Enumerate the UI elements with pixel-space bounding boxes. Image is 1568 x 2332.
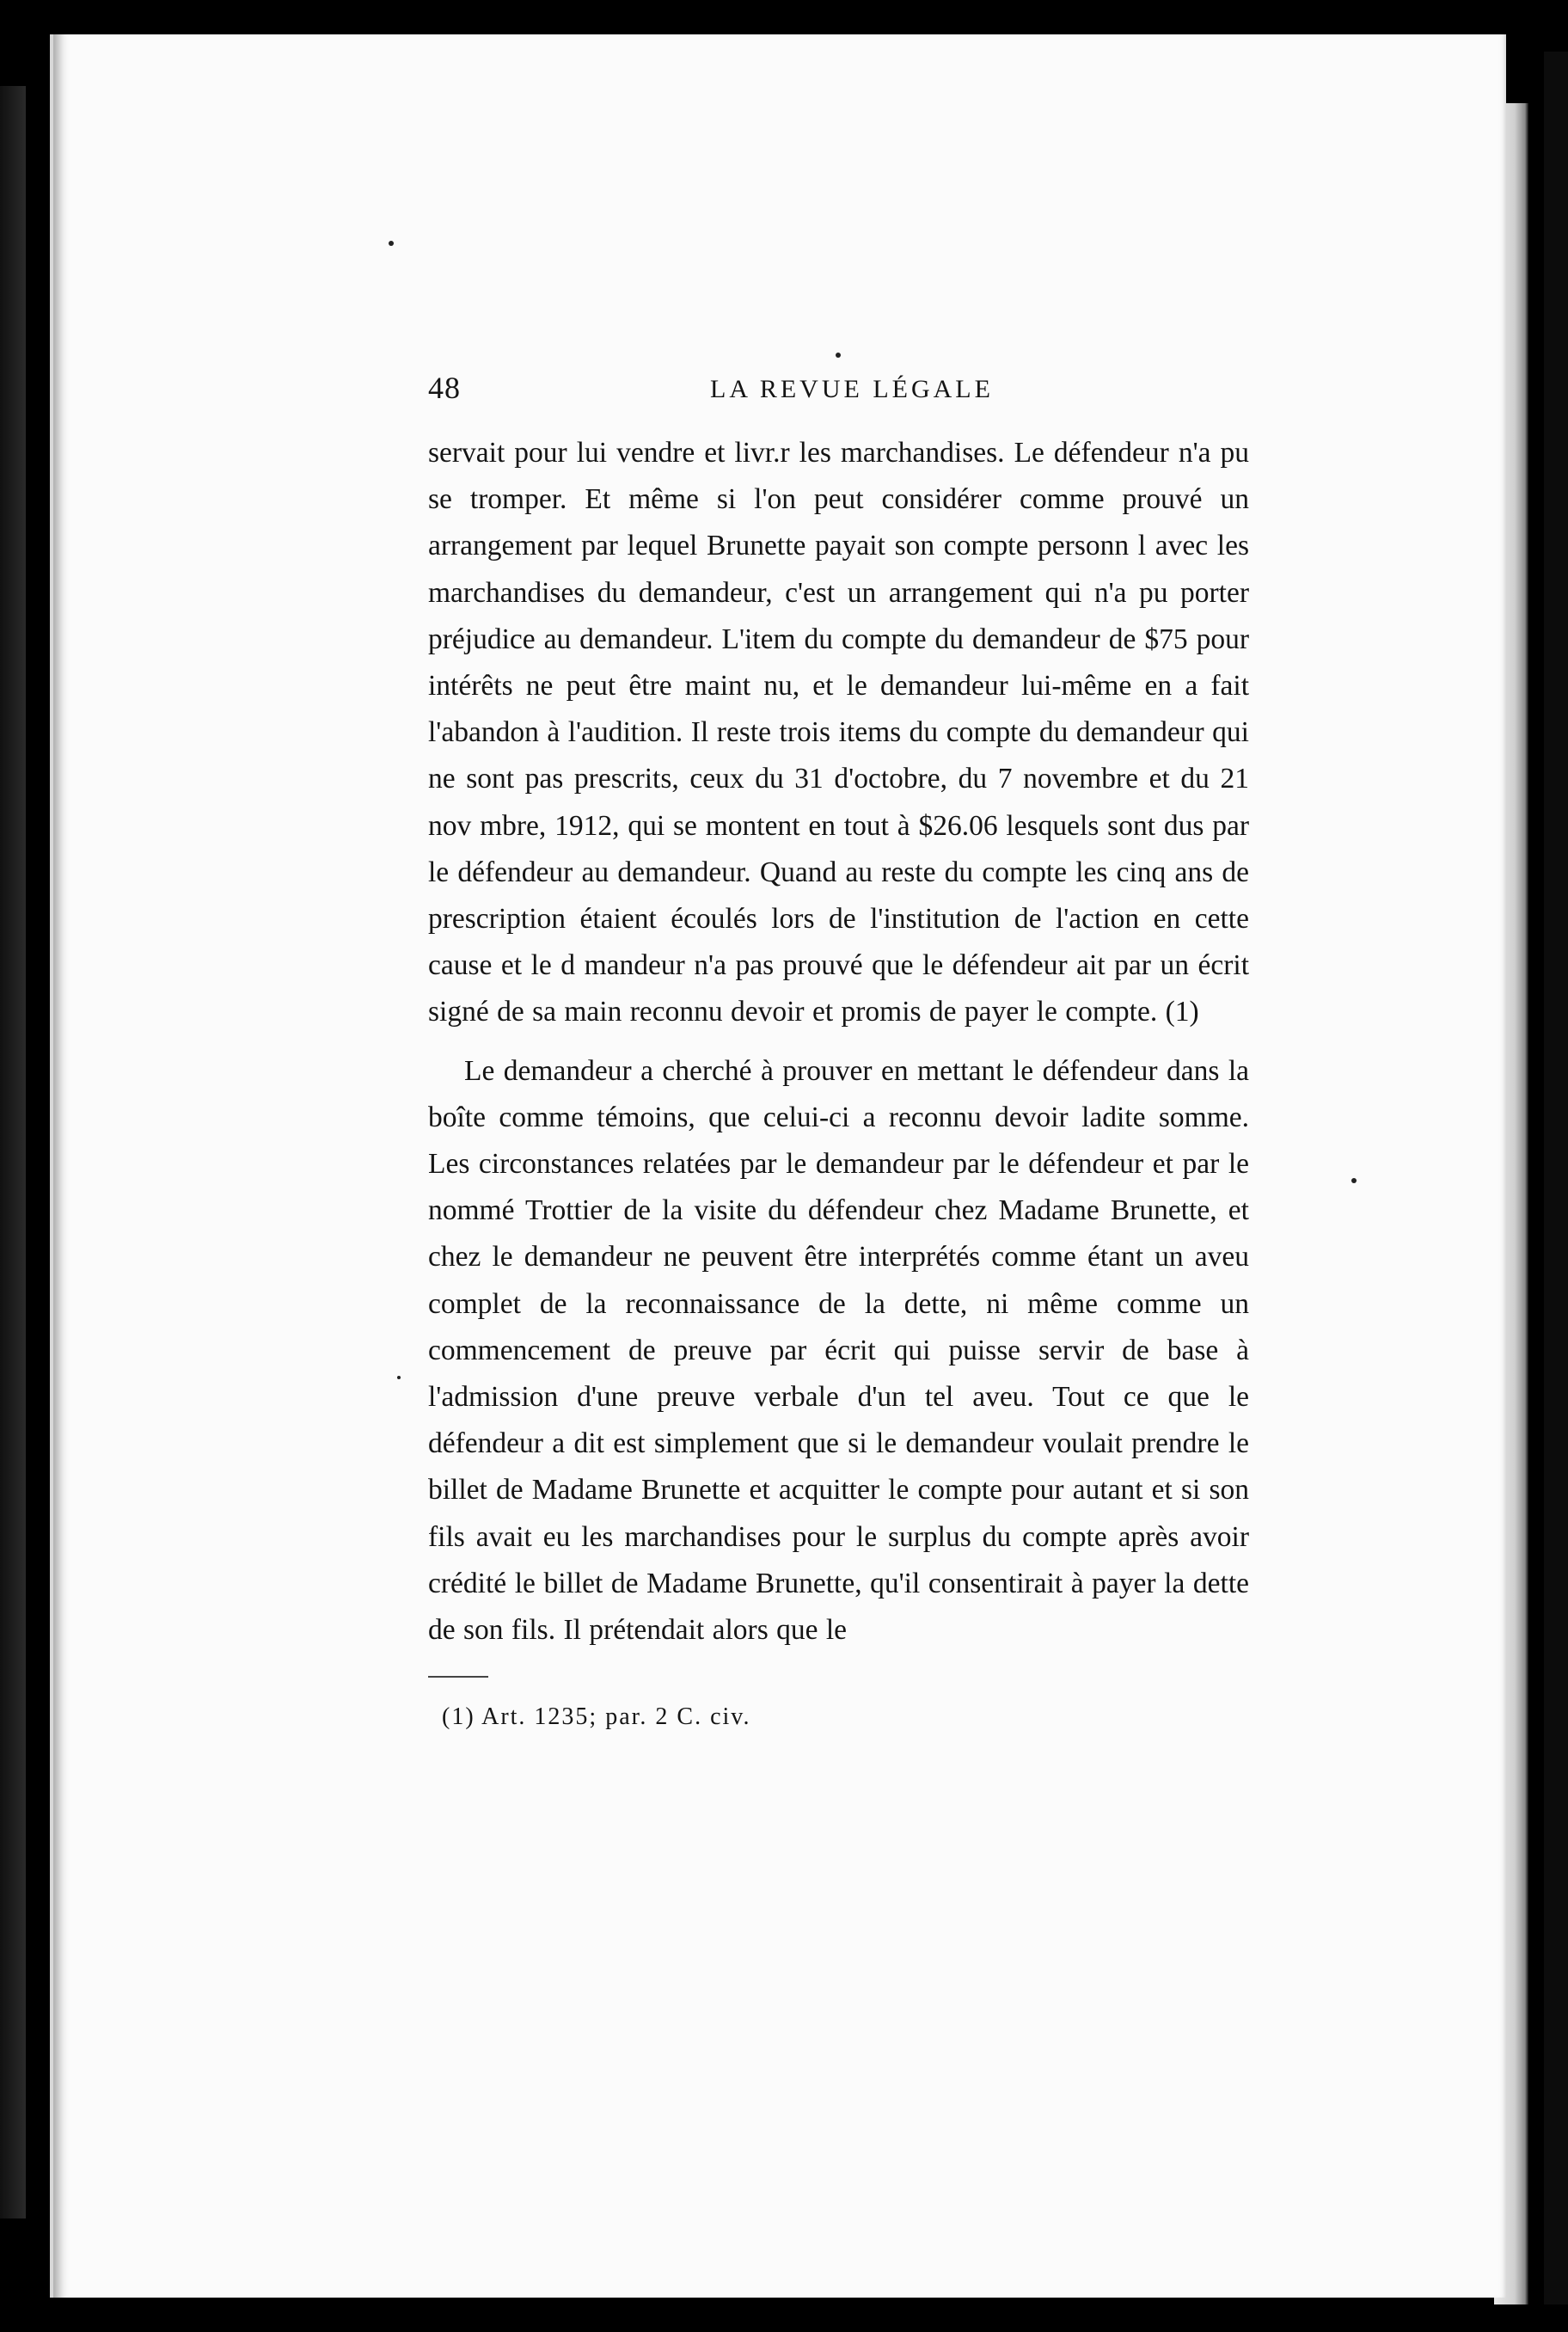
page-number: 48: [428, 371, 461, 405]
binding-shadow: [0, 86, 26, 2218]
scan-speck: [397, 1376, 401, 1379]
body-paragraph: Le demandeur a cherché à prouver en mettant le défendeur dans la boîte comme témoins, que celui-ci a reconnu devoir ladite somme. Les circonstances relatées par le demandeur par le défendeur et par le nommé Trottier de la visite du défendeur chez Madame Brunette, et chez le demandeur ne peuvent être interprétés comme étant un aveu complet de la reconnaissance de la dette, ni même comme un commencement de preuve par écrit qui puisse servir de base à l'admission d'une preuve verbale d'un tel aveu. Tout ce que le défendeur a dit est simplement que si le demandeur voulait prendre le billet de Madame Brunette et acquitter le compte pour autant et si son fils avait eu les marchandises pour le surplus du compte après avoir crédité le billet de Madame Brunette, qu'il consentirait à payer la dette de son fils. Il prétendait alors que le: [428, 1054, 1249, 1647]
footnote: (1) Art. 1235; par. 2 C. civ.: [442, 1703, 751, 1731]
page-header: [428, 370, 1249, 430]
footnote-divider: [428, 1676, 488, 1678]
running-head: LA REVUE LÉGALE: [710, 375, 994, 403]
scan-border: [1544, 52, 1568, 2304]
scan-speck: [836, 353, 841, 358]
body-paragraph: servait pour lui vendre et livr.r les marchandises. Le défendeur n'a pu se tromper. Et même si l'on peut considérer comme prouvé un arrangement par lequel Brunette payait son compte personn l avec les marchandises du demandeur, c'est un arrangement qui n'a pu porter préjudice au demandeur. L'item du compte du demandeur de $75 pour intérêts ne peut être maint nu, et le demandeur lui-même en a fait l'abandon à l'audition. Il reste trois items du compte du demandeur qui ne sont pas prescrits, ceux du 31 d'octobre, du 7 novembre et du 21 nov mbre, 1912, qui se montent en tout à $26.06 lesquels sont dus par le défendeur au demandeur. Quand au reste du compte les cinq ans de prescription étaient écoulés lors de l'institution de l'action en cette cause et le d mandeur n'a pas prouvé que le défendeur ait par un écrit signé de sa main reconnu devoir et promis de payer le compte. (1): [428, 437, 1249, 1028]
page-content: [428, 370, 1249, 1731]
scan-speck: [389, 241, 394, 246]
scan-speck: [1351, 1178, 1357, 1183]
